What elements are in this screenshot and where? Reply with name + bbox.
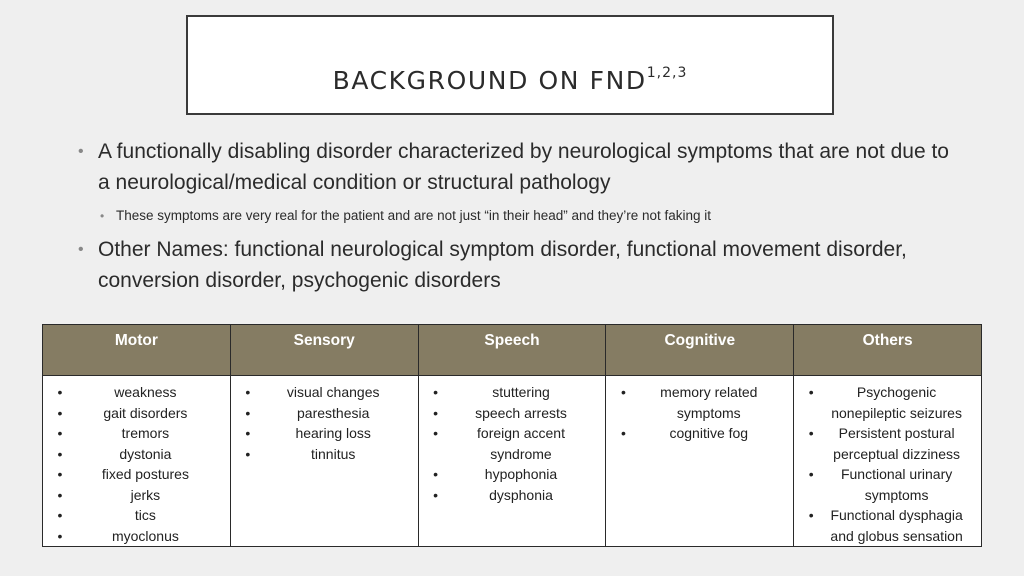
list-item: • jerks [51,485,222,506]
cell-others [794,376,982,547]
list-item: • speech arrests [427,403,598,424]
list-item: • memory related symptoms [614,382,785,423]
title-box [186,15,834,115]
list-item: • paresthesia [239,403,410,424]
bullet-definition [78,136,958,198]
list-item: • foreign accent syndrome [427,423,598,464]
list-item: • visual changes [239,382,410,403]
list-item: • tremors [51,423,222,444]
list-item: • myoclonus [51,526,222,547]
list-item: • gait disorders [51,403,222,424]
list-item: • Psychogenic nonepileptic seizures [802,382,973,423]
list-item: • hypophonia [427,464,598,485]
list-item: • weakness [51,382,222,403]
list-item: • dystonia [51,444,222,465]
list-item: • stuttering [427,382,598,403]
header-sensory: Sensory [230,325,418,376]
bullet-other-names-text: Other Names: functional neurological symptom disorder, functional movement disorder, conversion disorder, psychogenic disorders [98,238,907,292]
bullet-icon: • [78,241,84,258]
bullet-list [78,136,958,296]
list-item: • dysphonia [427,485,598,506]
cell-cognitive [606,376,794,547]
header-speech: Speech [418,325,606,376]
list-item: • tinnitus [239,444,410,465]
cell-sensory [230,376,418,547]
bullet-icon: • [78,143,84,160]
bullet-definition-text: A functionally disabling disorder characterized by neurological symptoms that are not due to a neurological/medical condition or structural pathology [98,140,949,194]
table-header-row [43,325,982,376]
table-row [43,376,982,547]
bullet-other-names [78,234,958,296]
list-item: • Functional dysphagia and globus sensation [802,505,973,546]
header-others: Others [794,325,982,376]
title-text: BACKGROUND ON FND [332,66,647,95]
list-item: • Persistent postural perceptual dizziness [802,423,973,464]
title-citation: 1,2,3 [646,64,688,81]
sub-bullet-icon: • [100,209,105,223]
list-item: • Functional urinary symptoms [802,464,973,505]
header-motor: Motor [43,325,231,376]
list-item: • cognitive fog [614,423,785,444]
slide-title [188,66,832,95]
cell-speech [418,376,606,547]
list-item: • hearing loss [239,423,410,444]
sub-bullet-real [78,206,958,226]
sub-bullet-real-text: These symptoms are very real for the patient and are not just “in their head” and they’re not faking it [116,208,712,223]
header-cognitive: Cognitive [606,325,794,376]
list-item: • tics [51,505,222,526]
symptom-table [42,324,982,547]
list-item: • fixed postures [51,464,222,485]
cell-motor [43,376,231,547]
